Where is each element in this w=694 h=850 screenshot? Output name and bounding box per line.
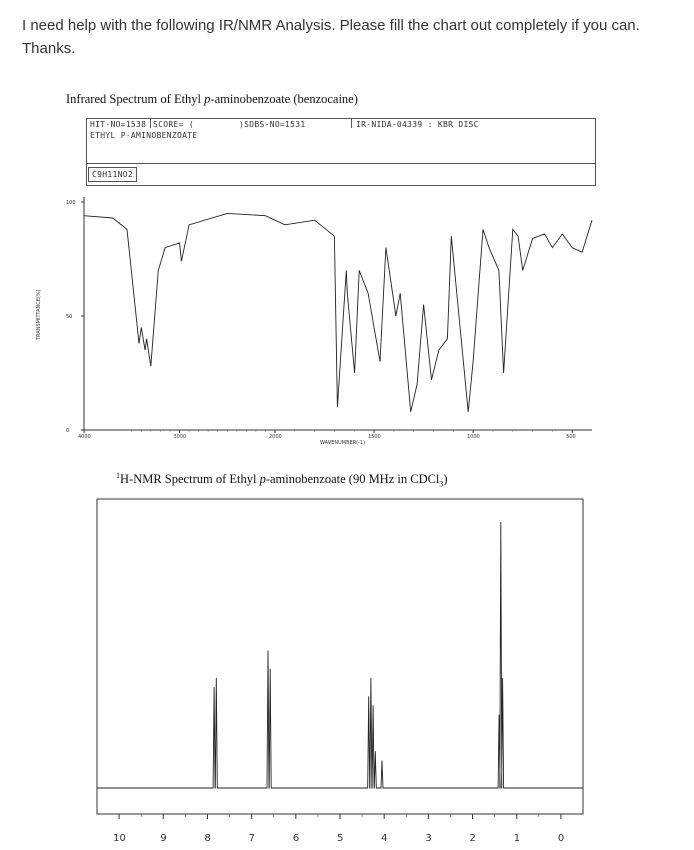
nmr-title-suffix: -aminobenzoate (90 MHz in CDCl <box>265 472 440 487</box>
nmr-plot-frame <box>97 499 583 814</box>
score: SCORE= ( <box>153 120 194 129</box>
nmr-x-tick-label: 2 <box>469 833 476 844</box>
ir-header-box <box>86 118 596 186</box>
nmr-x-tick-label: 3 <box>425 833 432 844</box>
ir-y-tick-label: 50 <box>66 314 73 320</box>
ir-spectrum-line <box>84 213 592 411</box>
ir-title-italic: p <box>204 92 211 106</box>
nmr-x-tick-label: 9 <box>160 833 167 844</box>
nmr-x-tick-label: 10 <box>113 833 126 844</box>
nmr-x-tick-label: 0 <box>557 833 565 844</box>
ir-nida: IR-NIDA-04339 : KBR DISC <box>356 120 479 129</box>
nmr-title-end: ) <box>443 472 448 487</box>
nmr-x-tick-label: 4 <box>381 833 388 844</box>
ir-x-tick-label: 1000 <box>467 434 480 440</box>
sdbs-no: )SDBS-NO=1531 <box>239 120 306 129</box>
ir-y-tick-label: 0 <box>66 428 70 434</box>
ir-x-tick-label: 3000 <box>173 434 187 440</box>
nmr-x-tick-label: 8 <box>204 833 211 844</box>
ir-y-axis-label: TRANSMITTANCE(%) <box>36 289 42 340</box>
ir-y-tick-label: 100 <box>66 200 76 206</box>
ir-x-tick-label: 500 <box>566 434 576 440</box>
nmr-title-sup: 1 <box>116 471 120 480</box>
header-divider <box>150 119 151 128</box>
nmr-x-tick-label: 1 <box>513 833 521 844</box>
ir-spectrum-title <box>66 92 358 107</box>
nmr-title-prefix: H-NMR Spectrum of Ethyl <box>120 472 260 487</box>
header-divider <box>351 119 352 128</box>
nmr-spectrum-title <box>116 471 448 489</box>
ir-title-suffix: -aminobenzoate (benzocaine) <box>210 92 358 106</box>
question-text: I need help with the following IR/NMR Analysis. Please fill the chart out completely if you can. Thanks. <box>22 17 640 57</box>
nmr-x-tick-label: 6 <box>292 833 300 844</box>
nmr-title-italic: p <box>259 472 266 487</box>
nmr-spectrum-chart <box>0 490 694 850</box>
ir-x-tick-label: 4000 <box>78 434 91 440</box>
ir-spectrum-chart <box>0 180 694 450</box>
nmr-spectrum-line <box>97 522 583 788</box>
nmr-x-tick-label: 7 <box>248 833 256 844</box>
compound-name: ETHYL P-AMINOBENZOATE <box>90 131 198 140</box>
nmr-x-tick-label: 5 <box>337 833 344 844</box>
nmr-title-sub: 3 <box>439 479 444 489</box>
ir-x-tick-label: 2000 <box>269 434 282 440</box>
ir-x-axis-label: WAVENUMBER(-1) <box>320 440 366 446</box>
ir-x-tick-label: 1500 <box>368 434 381 440</box>
formula: C9H11NO2 <box>92 170 133 179</box>
ir-title-prefix: Infrared Spectrum of Ethyl <box>66 92 205 106</box>
hit-no: HIT-NO=1538 <box>90 120 147 129</box>
